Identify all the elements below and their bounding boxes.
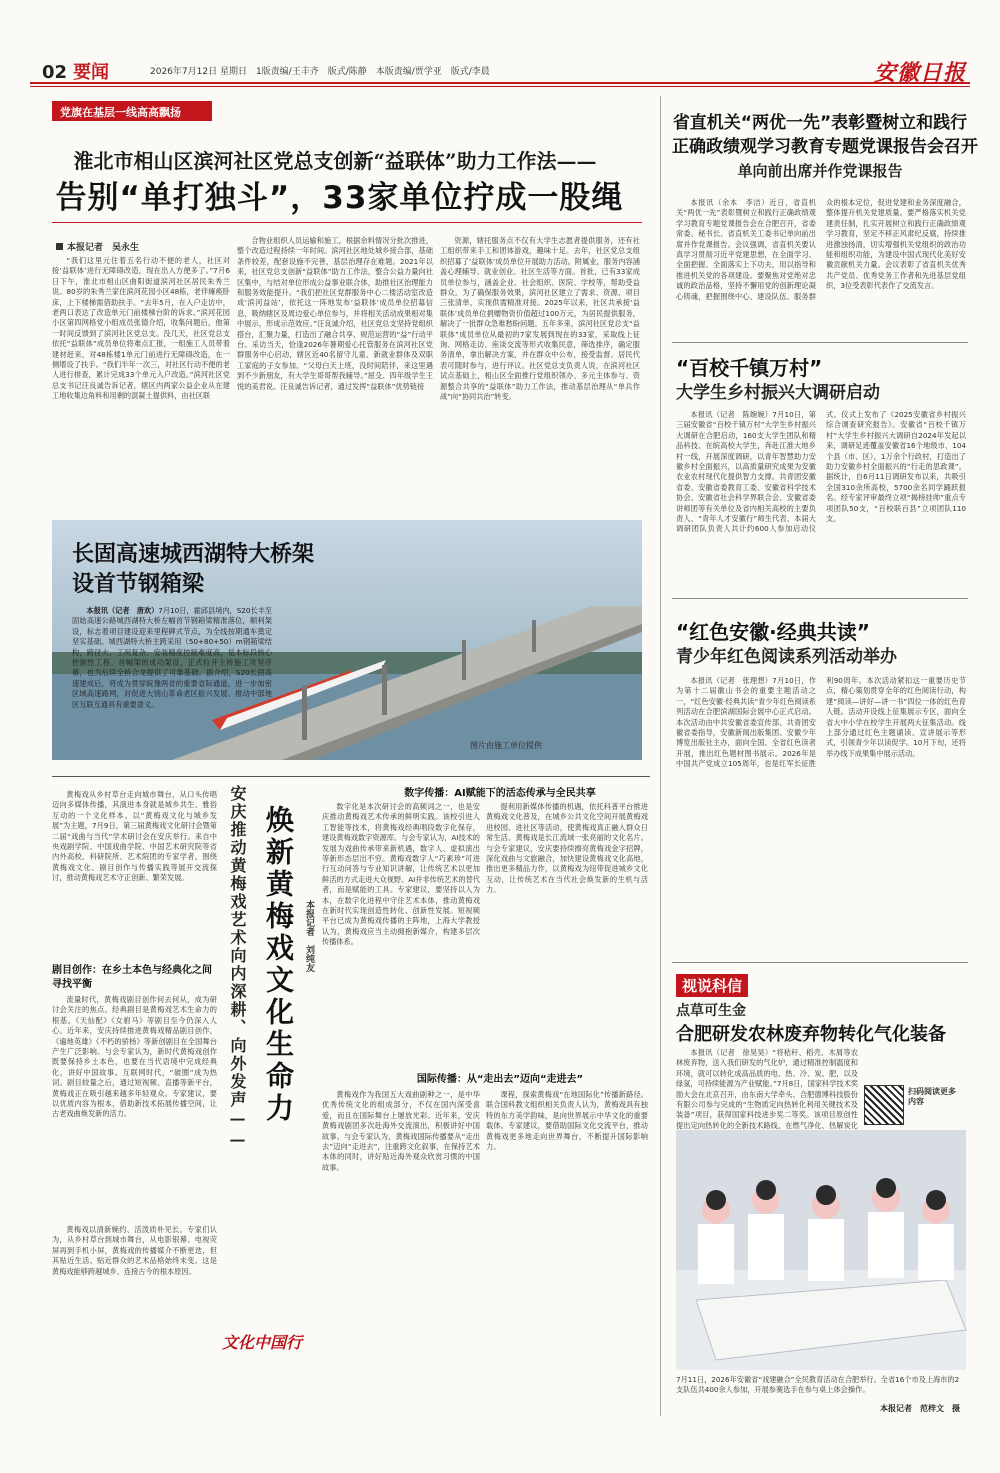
culture-vertical-headline: 焕新黄梅戏文化生命力 <box>262 805 295 1125</box>
lead-headline: 告别“单打独斗”，33家单位拧成一股绳 <box>55 180 624 216</box>
right3-subtitle: 青少年红色阅读系列活动举办 <box>676 647 897 667</box>
right-rule-2 <box>672 598 968 599</box>
right3-title: “红色安徽·经典共读” <box>676 620 870 644</box>
lead-column-2: 合物业组织人员运输和施工，根据余料情况分批次推进，整个改造过程持续一年时间。滨河社区地处城乡接合部，基础条件较差，配套设施不完善，基层治理存在难题。2021年以来，社区党总支创新“益联体”助力工作法，整合公益力量向社区集中，与结对单位形成公益事业联合体，助推社区治理能力和服务效能提升。“我们把社区党群服务中心二楼活动室改造成‘滨河益站’，依托这一阵地发布‘益联体’成员单位招募信息，吸纳辖区及周边爱心单位参与，并将相关活动成果相对集中展示，形成示范效应。”汪良诚介绍，社区党总支坚持党组织搭台，汇聚力量，打造出了融合共享、规范运营的“益”行动平台。采访当天，恰逢2026年暑期爱心托管服务在滨河社区党群服务中心启动，辖区近40名留守儿童、新就业群体及双职工家庭的子女参加。“父母白天上班，没时间陪伴，来这里遇到不少新朋友，有大学生哥哥帮我辅导。”屈殳、四年级学生王悦的美君说。汪良诚告诉记者，通过发挥“益联体”优势链接 <box>237 236 433 391</box>
culture-section-2: 数字传播：AI赋能下的活态传承与全民共享 <box>404 788 596 799</box>
culture-column-3: 提利用新媒体传播的机遇，依托科普平台推进黄梅戏文化普及，在城乡公共文化空间开展黄梅戏进校园、进社区等活动，使黄梅戏真正融入群众日常生活。黄梅戏是长江流域一张亮丽的文化名片。与会专家建议，安庆要持续擦亮黄梅戏金字招牌，深化戏曲与文旅融合，加快建设黄梅戏文化高地，推出更多精品力作，以黄梅戏为纽带促进城乡文化互动，让传统艺术在当代社会焕发新的生机与活力。 <box>486 802 648 895</box>
culture-column-1c: 黄梅戏以清新婉约、活泼质朴见长。专家们认为，从乡村草台到城市舞台，从电影银幕、电视荧屏再到手机小屏，黄梅戏的传播媒介不断更迭，但其贴近生活、贴近群众的艺术品格始终未变。这是黄梅戏能够跨越城乡、连接古今的根本原因。 <box>52 1225 217 1276</box>
culture-section-1: 剧目创作：在乡土本色与经典化之间寻找平衡 <box>52 965 212 990</box>
lead-subtitle: 淮北市相山区滨河社区党总支创新“益联体”助力工作法—— <box>73 149 597 173</box>
masthead-rule <box>30 82 970 84</box>
culture-section-3: 国际传播：从“走出去”迈向“走进去” <box>416 1074 584 1085</box>
right1-title-line2: 正确政绩观学习教育专题党课报告会召开 <box>672 137 978 157</box>
right2-title: “百校千镇万村” <box>676 356 823 380</box>
qr-code-icon[interactable] <box>864 1085 904 1125</box>
culture-vertical-subtitle: 安庆推动黄梅戏艺术向内深耕、向外发声—— <box>228 785 247 1151</box>
bridge-story: 本报讯（记者 唐欢）7月10日，霍邱县境内，S20长丰至固始高速公路城西湖特大桥左幅首节钢箱梁精准落位，顺利架设，标志着项目建设迎来里程碑式节点，为全线按期通车奠定坚实基础。城西湖特大桥主跨采用（50+80+50）m钢箱梁结构，跨径大、工况复杂、安装精度控制难度高，是本标段核心控制性工程。首幅梁的成功架设，正式拉开主桥施工攻坚序幕，也为后续全桥合龙提供了可靠基础。据介绍，S20长固高速建成后，将成为贯穿皖豫两省的重要省际通道，进一步加密区域高速路网，对促进大别山革命老区振兴发展、推动中部地区互联互通具有重要意义。 <box>72 606 272 709</box>
right4-pretitle: 点草可生金 <box>676 1003 746 1019</box>
right2-subtitle: 大学生乡村振兴大调研启动 <box>676 383 880 403</box>
newspaper-logo: 安徽日报 <box>873 60 966 86</box>
headline-rule <box>52 222 642 223</box>
right1-story: 本报讯（余本 李洁）近日，省直机关“两优一先”表彰暨树立和践行正确政绩观学习教育专题党课报告会在合肥召开，省委常委、秘书长、省直机关工委书记单向前出席并作党课报告。会议强调，省直机关要认真学习贯彻习近平党建思想，在全面学习、全面把握、全面落实上下功夫，用以指导和推进机关党的各项建设。要聚焦对党绝对忠诚的政治品格，坚持不懈用党的创新理论凝心铸魂，把握围绕中心、建设队伍、服务群众的根本定位，促进党建和业务深度融合，整体提升机关党建质量。要严格落实机关党建责任制，扎实开展树立和践行正确政绩观学习教育，坚定不移正风肃纪反腐，持续推进激浊扬清，切实增强机关党组织的政治功能和组织功能，为建设中国式现代化美好安徽贡献机关力量。会议表彰了省直机关优秀共产党员、优秀党务工作者和先进基层党组织，3位受表彰代表作了交流发言。 <box>676 198 966 301</box>
masthead-rule-thin <box>30 86 970 87</box>
lead-column-1: “我们这里元住着五名行动不便的老人，社区对接‘益联体’进行无障碍改造，现在出入方便多了。”7月6日下午，淮北市相山区曲阳街道滨河社区居民朱秀兰说。80岁的朱秀兰家住滨河花园小区48栋，老伴瘫痪卧床，上下楼梯需借助扶手。“去年5月，在入户走访中，老两口表达了改造单元门前楼梯台阶的诉求。”滨河花园小区第四网格党小组成员张德介绍，收集问题后，他第一时间反馈到了滨河社区党总支。没几天，社区党总支依托“益联体”成员单位将难点汇报，一组施工人员带着建材赶来，对48栋楼1单元门前进行无障碍改造，在一侧增设了扶手。“我们半年一次三，对社区行动不便的老人进行排查，累计完成33个单元入户改造。”滨河社区党总支书记汪良诚告诉记者，辖区内两家公益企业从在建工地收集边角料和用剩的混凝土提供料，由社区联 <box>52 256 230 401</box>
section-name: 要闻 <box>73 62 110 83</box>
right4-story: 本报讯（记者 徐昊昊）“将秸秆、稻壳、木屑等农林废弃物，送入我们研发的气化炉，通过精准控制温度和环境，就可以转化成高品质的电、热、冷、炭、肥，以及绿氢，可持续能源为产业赋能。”7月8日，国家科学技术奖励大会在北京召开，由东南大学牵头、合肥德博科技股份有限公司参与完成的“生物质定向热转化利用关键技术及装备”项目，获得国家科技进步奖二等奖。该项目原创性提出定向热转化的全新技术路线，在燃气净化、热解炭化 <box>676 1048 858 1130</box>
students-photo <box>676 1130 966 1370</box>
culture-column-1b: 流量时代，黄梅戏剧目创作何去何从，成为研讨会关注的焦点。经典剧目是黄梅戏艺术生命力的根基。《天仙配》《女驸马》等剧目至今仍深入人心。近年来，安庆持续推进黄梅戏精品剧目创作，《遍地英雄》《不朽的骄杨》等新创剧目在全国舞台产生广泛影响。与会专家认为，新时代黄梅戏创作既要保持乡土本色，也要在当代语境中完成经典化，讲好中国故事。互联网时代，“破圈”成为热词。剧目较量之后，通过短视频、直播等新平台，黄梅戏正在吸引越来越多年轻观众。专家建议，要以优质内容为根本，借助新技术拓展传播空间，让古老戏曲焕发新的活力。 <box>52 995 217 1119</box>
section-kicker: 党旗在基层一线高高飘扬 <box>52 101 212 121</box>
culture-byline: 本报记者 刘纯友 <box>304 900 314 972</box>
column-divider <box>660 96 661 1416</box>
bridge-headline: 长固高速城西湖特大桥架设首节钢箱梁 <box>72 542 315 597</box>
right-rule-1 <box>672 342 968 343</box>
culture-column-2b: 黄梅戏作为我国五大戏曲剧种之一，是中华优秀传统文化的组成部分，不仅在国内深受喜爱，而且在国际舞台上屡放光彩。近年来，安庆黄梅戏剧团多次赴海外交流演出，积极讲好中国故事。与会专家认为，黄梅戏国际传播要从“走出去”迈向“走进去”，注重跨文化叙事，在保持艺术本体的同时，讲好贴近海外观众欣赏习惯的中国故事。 <box>322 1090 480 1172</box>
culture-column-1: 黄梅戏从乡村草台走向城市舞台，从口头传唱迈向多媒体传播，其演进本身就是城乡共生、雅俗互动的一个文化样本。以“黄梅戏文化与城乡发展”为主题，7月9日，第三届黄梅戏文化研讨会暨第二届“戏曲与当代”学术研讨会在安庆举行。来自中央戏剧学院、中国戏曲学院、中国艺术研究院等省内外高校、科研院所、艺术院团的专家学者，围绕黄梅戏文化、剧目创作与传播实践等展开交流探讨，推动黄梅戏艺术守正创新、繁荣发展。 <box>52 790 217 883</box>
right2-story: 本报讯（记者 陈婉婉）7月10日，第三届安徽省“百校千镇万村”大学生乡村振兴大调研在合肥启动，160支大学生团队和精品科技、在皖高校大学生，奔赴江淮大地乡村一线，开展深度调研，以青年智慧助力安徽乡村全面振兴，以高质量研究成果为安徽农业农村现代化提供智力支撑。共青团安徽省委、安徽省委教育工委、安徽省科学技术协会、安徽省社会科学界联合会、安徽省委讲师团等有关单位及省内相关高校的主要负责人、“青年人才安徽行”师生代表、本届大调研团队负责人共计约600人参加启动仪式。仪式上发布了《2025安徽省乡村振兴综合调查研究报告》。安徽省“百校千镇万村”大学生乡村振兴大调研自2024年发起以来，调研足迹覆盖安徽省16个地级市、104个县（市、区），1万余个行政村，打造出了助力安徽乡村全面振兴的“行走的思政课”。据统计，自6月11日调研发布以来，共吸引全国310余所高校，5700余名同学踊跃报名。经专家评审最终立项“揭榜挂帅”重点专项团队50支，“百校联百县”立项团队110支。 <box>676 410 966 534</box>
culture-column-3b: 课程，探索黄梅戏“在地国际化”传播新路径。联合国科教文组织相关负责人认为，黄梅戏具有独特的东方美学韵味，是向世界展示中华文化的重要载体。专家建议，要借助国际文化交流平台，推动黄梅戏更多地走向世界舞台，不断提升国际影响力。 <box>486 1090 648 1152</box>
page-number: 02 要闻 <box>42 62 110 83</box>
byline-marker-icon <box>56 243 63 250</box>
students-photo-illustration <box>676 1130 966 1370</box>
qr-code-label: 扫码阅读更多内容 <box>908 1087 956 1106</box>
right3-story: 本报讯（记者 张理想）7月10日，作为第十二届徽山书会的重要主题活动之一，“红色安徽·经典共读”青少年红色阅读系列活动在合肥滨湖国际会展中心正式启动。本次活动由中共安徽省委宣传部、共青团安徽省委指导，安徽新闻出版集团、安徽少年博览出版社主办，面向全国、全省红色读者开展，推出红色题材图书展示。2026年是中国共产党成立105周年，也是红军长征胜利90周年。本次活动紧扣这一重要历史节点，精心策划贯穿全年的红色阅读行动，构建“阅读—讲好—讲一书”四位一体的红色育人链。活动开设线上征集展示专区，面向全省大中小学在校学生开展两大征集活动。线上部分通过红色主题诵读、宣讲展示等形式，引领青少年以读促学。10月下旬，还将举办线下成果集中展示活动。 <box>676 676 966 769</box>
feature-top-rule <box>52 776 650 777</box>
right1-title-line1: 省直机关“两优一先”表彰暨树立和践行 <box>672 113 968 133</box>
culture-column-2: 数字化是本次研讨会的高频词之一，也是安庆推动黄梅戏艺术传承的鲜明实践。该校引进人工智能等技术，将黄梅戏经典唱段数字化保存，建设黄梅戏数字资源库。与会专家认为，AI技术的发展为戏曲传承带来新机遇，数字人、虚拟演出等新形态层出不穷。黄梅戏数字人“巧素珍”可进行互动问答与专业知识讲解，让传统艺术以更加鲜活的方式走进大众视野。AI并非传统艺术的替代者，而是赋能的工具。专家建议，要坚持以人为本，在数字化进程中守住艺术本体，推动黄梅戏在新时代实现创造性转化、创新性发展。短视频平台已成为黄梅戏传播的主阵地，上海大学教授认为，黄梅戏应当主动拥抱新媒介，构建多层次传播体系。 <box>322 802 480 947</box>
lead-column-3: 资源，辖托服务点不仅有大学生志愿者提供服务，还有社工组织带来手工和团体游戏，趣味十足。去年，社区党总支组织招募了‘益联体’成员单位开展助力活动。附属业，服务内容涵盖心理辅导、就业创业、社区生活等方面。首批，已有33家成员单位参与，涵盖企业、社会组织、医院、学校等，帮助受益群众。为了确保服务效果，滨河社区建立了需求、资源、项目三张清单，实现供需精准对接。2025年以来，社区共承接‘益联体’成员单位捐赠物资价值超过100万元，为居民提供服务，解决了一批群众急难愁盼问题。五年多来，滨河社区党总支“益联体”成员单位从最初的7家发展到现在的33家，采取线上征询、网格走访、座谈交流等形式收集民意，筛选排序，确定服务清单，拿出解决方案，并在群众中公布，接受监督。居民代表可随时参与，进行评议。社区党总支负责人说，在滨河社区试点基础上，相山区全面推行党组织领办、多元主体参与、资源整合共享的“益联体”助力工作法，推动基层治理从“单兵作战”向“协同共治”转变。 <box>440 236 640 402</box>
right-rule-3 <box>672 962 968 963</box>
culture-stamp: 文化中国行 <box>222 1333 303 1352</box>
page-meta: 2026年7月12日 星期日 1版责编/王丰齐 版式/陈静 本版责编/贾学亚 版式/李晨 <box>150 67 490 77</box>
right4-title: 合肥研发农林废弃物转化气化装备 <box>676 1024 946 1045</box>
right1-subtitle: 单向前出席并作党课报告 <box>737 162 903 180</box>
bridge-photo-credit: 图片由施工单位提供 <box>470 741 542 750</box>
students-photo-caption: 7月11日，2026年安徽省“戏建融合”全民教育活动在合肥举行。全省16个市及上海市的2支队伍共400余人参加，开展参赛选手在参与桌上体会操作。 <box>676 1375 960 1394</box>
view-science-tag: 视说科信 <box>676 974 748 997</box>
lead-byline: 本报记者 吴永生 <box>56 240 139 253</box>
students-photo-credit: 本报记者 范梓文 摄 <box>880 1404 960 1413</box>
